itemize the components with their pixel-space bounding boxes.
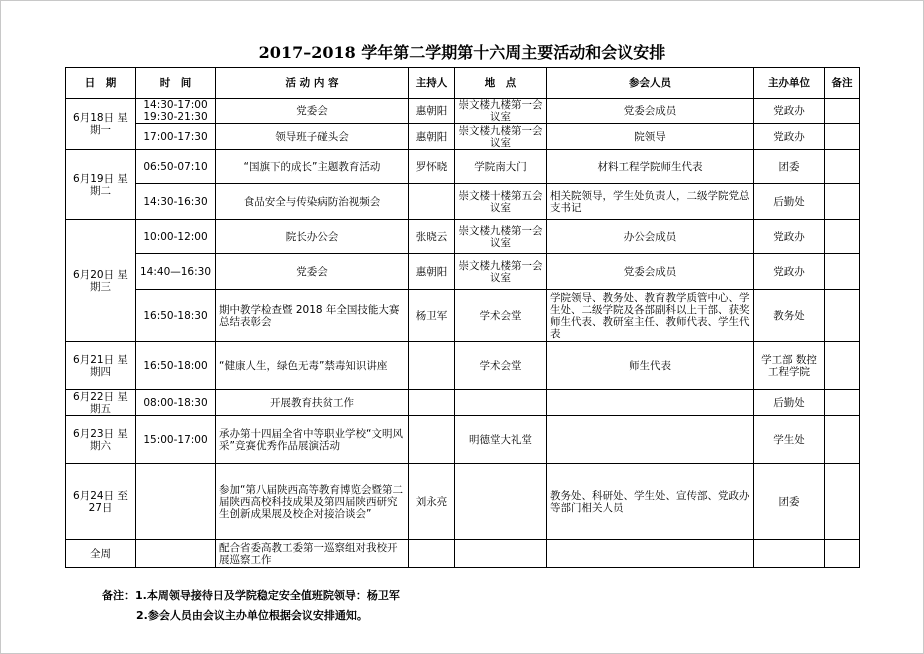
time-cell: 15:00-17:00 xyxy=(136,416,216,464)
remarks-cell xyxy=(825,220,860,254)
place-cell: 崇文楼九楼第一会议室 xyxy=(455,254,547,290)
time-cell: 16:50-18:30 xyxy=(136,290,216,342)
remarks-cell xyxy=(825,540,860,568)
place-cell xyxy=(455,540,547,568)
place-cell: 学术会堂 xyxy=(455,342,547,390)
host-cell xyxy=(409,540,455,568)
remarks-cell xyxy=(825,99,860,124)
organizer-cell: 学生处 xyxy=(754,416,825,464)
header-row xyxy=(66,68,860,99)
date-cell: 6月18日 星期一 xyxy=(66,99,136,150)
date-cell: 6月20日 星期三 xyxy=(66,220,136,342)
table-row xyxy=(66,220,860,254)
date-cell: 6月24日 至27日 xyxy=(66,464,136,540)
host-cell: 惠朝阳 xyxy=(409,99,455,124)
time-cell xyxy=(136,540,216,568)
host-cell: 惠朝阳 xyxy=(409,254,455,290)
attendees-cell: 学院领导、教务处、教育教学质管中心、学生处、二级学院及各部副科以上干部、获奖师生代表、教研室主任、教师代表、学生代表 xyxy=(547,290,754,342)
host-cell: 罗怀晓 xyxy=(409,150,455,184)
header-host: 主持人 xyxy=(409,68,455,99)
remarks-cell xyxy=(825,416,860,464)
organizer-cell: 后勤处 xyxy=(754,184,825,220)
remarks-cell xyxy=(825,150,860,184)
place-cell: 崇文楼九楼第一会议室 xyxy=(455,99,547,124)
host-cell xyxy=(409,390,455,416)
header-remarks: 备注 xyxy=(825,68,860,99)
time-cell: 06:50-07:10 xyxy=(136,150,216,184)
date-cell: 6月21日 星期四 xyxy=(66,342,136,390)
remarks-cell xyxy=(825,124,860,150)
time-cell: 14:40—16:30 xyxy=(136,254,216,290)
attendees-cell: 教务处、科研处、学生处、宣传部、党政办等部门相关人员 xyxy=(547,464,754,540)
activity-cell: 参加“第八届陕西高等教育博览会暨第二届陕西高校科技成果及第四届陕西研究生创新成果展及校企对接洽谈会” xyxy=(216,464,409,540)
host-cell: 惠朝阳 xyxy=(409,124,455,150)
place-cell: 崇文楼九楼第一会议室 xyxy=(455,220,547,254)
time-cell: 14:30-17:00 19:30-21:30 xyxy=(136,99,216,124)
table-row xyxy=(66,416,860,464)
host-cell xyxy=(409,342,455,390)
organizer-cell: 党政办 xyxy=(754,99,825,124)
organizer-cell: 党政办 xyxy=(754,220,825,254)
header-date: 日 期 xyxy=(66,68,136,99)
time-cell: 16:50-18:00 xyxy=(136,342,216,390)
organizer-cell: 党政办 xyxy=(754,124,825,150)
remarks-cell xyxy=(825,290,860,342)
attendees-cell: 相关院领导，学生处负责人，二级学院党总支书记 xyxy=(547,184,754,220)
organizer-cell: 团委 xyxy=(754,464,825,540)
table-row xyxy=(66,464,860,540)
attendees-cell: 院领导 xyxy=(547,124,754,150)
date-cell: 6月23日 星期六 xyxy=(66,416,136,464)
attendees-cell xyxy=(547,540,754,568)
activity-cell: 承办第十四届全省中等职业学校“文明风采”竞赛优秀作品展演活动 xyxy=(216,416,409,464)
page-title: 2017–2018 学年第二学期第十六周主要活动和会议安排 xyxy=(258,43,666,62)
time-cell: 17:00-17:30 xyxy=(136,124,216,150)
remarks-cell xyxy=(825,254,860,290)
activity-cell: “国旗下的成长”主题教育活动 xyxy=(216,150,409,184)
date-cell: 6月19日 星期二 xyxy=(66,150,136,220)
activity-cell: 期中教学检查暨 2018 年全国技能大赛总结表彰会 xyxy=(216,290,409,342)
time-cell: 08:00-18:30 xyxy=(136,390,216,416)
header-place: 地 点 xyxy=(455,68,547,99)
place-cell xyxy=(455,390,547,416)
attendees-cell: 材料工程学院师生代表 xyxy=(547,150,754,184)
remarks-cell xyxy=(825,390,860,416)
footnotes xyxy=(102,586,400,626)
time-cell: 10:00-12:00 xyxy=(136,220,216,254)
host-cell xyxy=(409,184,455,220)
organizer-cell: 团委 xyxy=(754,150,825,184)
attendees-cell xyxy=(547,416,754,464)
date-cell: 6月22日 星期五 xyxy=(66,390,136,416)
organizer-cell: 学工部 数控工程学院 xyxy=(754,342,825,390)
table-row xyxy=(66,124,860,150)
host-cell: 张晓云 xyxy=(409,220,455,254)
table-row xyxy=(66,342,860,390)
remarks-cell xyxy=(825,464,860,540)
attendees-cell: 办公会成员 xyxy=(547,220,754,254)
organizer-cell: 党政办 xyxy=(754,254,825,290)
attendees-cell: 党委会成员 xyxy=(547,254,754,290)
place-cell: 崇文楼十楼第五会议室 xyxy=(455,184,547,220)
header-attendees: 参会人员 xyxy=(547,68,754,99)
table-row xyxy=(66,290,860,342)
remarks-cell xyxy=(825,184,860,220)
activity-cell: 院长办公会 xyxy=(216,220,409,254)
footnote-1: 备注：1.本周领导接待日及学院稳定安全值班院领导：杨卫军 xyxy=(102,589,400,602)
remarks-cell xyxy=(825,342,860,390)
table-row xyxy=(66,184,860,220)
attendees-cell xyxy=(547,390,754,416)
host-cell xyxy=(409,416,455,464)
attendees-cell: 师生代表 xyxy=(547,342,754,390)
schedule-table xyxy=(65,67,860,568)
table-row xyxy=(66,390,860,416)
attendees-cell: 党委会成员 xyxy=(547,99,754,124)
table-row xyxy=(66,99,860,124)
place-cell: 学术会堂 xyxy=(455,290,547,342)
table-row xyxy=(66,150,860,184)
organizer-cell xyxy=(754,540,825,568)
footnote-2: 2.参会人员由会议主办单位根据会议安排通知。 xyxy=(136,609,368,622)
place-cell: 明德堂大礼堂 xyxy=(455,416,547,464)
activity-cell: 党委会 xyxy=(216,254,409,290)
table-row xyxy=(66,540,860,568)
activity-cell: 食品安全与传染病防治视频会 xyxy=(216,184,409,220)
host-cell: 刘永亮 xyxy=(409,464,455,540)
place-cell: 崇文楼九楼第一会议室 xyxy=(455,124,547,150)
header-time: 时 间 xyxy=(136,68,216,99)
time-cell: 14:30-16:30 xyxy=(136,184,216,220)
activity-cell: 领导班子碰头会 xyxy=(216,124,409,150)
table-row xyxy=(66,254,860,290)
header-activity: 活 动 内 容 xyxy=(216,68,409,99)
header-organizer: 主办单位 xyxy=(754,68,825,99)
activity-cell: 配合省委高教工委第一巡察组对我校开展巡察工作 xyxy=(216,540,409,568)
schedule-body xyxy=(66,99,860,568)
place-cell xyxy=(455,464,547,540)
organizer-cell: 后勤处 xyxy=(754,390,825,416)
date-cell: 全周 xyxy=(66,540,136,568)
host-cell: 杨卫军 xyxy=(409,290,455,342)
activity-cell: 党委会 xyxy=(216,99,409,124)
place-cell: 学院南大门 xyxy=(455,150,547,184)
organizer-cell: 教务处 xyxy=(754,290,825,342)
activity-cell: 开展教育扶贫工作 xyxy=(216,390,409,416)
time-cell xyxy=(136,464,216,540)
activity-cell: “健康人生，绿色无毒”禁毒知识讲座 xyxy=(216,342,409,390)
